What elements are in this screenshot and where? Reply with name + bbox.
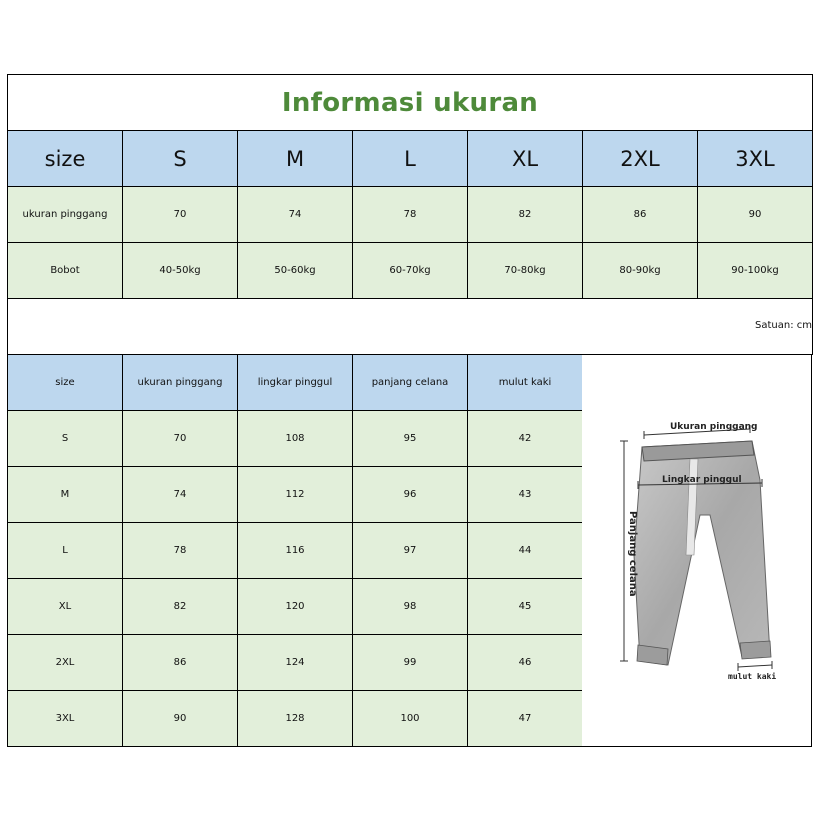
table-cell: 42	[468, 411, 583, 467]
table-cell: 50-60kg	[238, 243, 353, 299]
table-cell: S	[8, 411, 123, 467]
table-cell: 40-50kg	[123, 243, 238, 299]
unit-note: Satuan: cm	[755, 320, 812, 331]
jeans-measurement-diagram	[582, 355, 811, 746]
header-cell: mulut kaki	[468, 355, 583, 411]
measurement-table	[7, 354, 583, 747]
hip-label: Lingkar pinggul	[662, 475, 742, 485]
waist-label: Ukuran pinggang	[670, 422, 758, 432]
table-cell: 82	[468, 187, 583, 243]
table-cell: M	[8, 467, 123, 523]
table-cell: 45	[468, 579, 583, 635]
table-cell: 74	[238, 187, 353, 243]
table-row	[8, 523, 583, 579]
table-header-row	[8, 131, 813, 187]
table-cell: 74	[123, 467, 238, 523]
size-chart-sheet	[7, 74, 813, 747]
header-cell: lingkar pinggul	[238, 355, 353, 411]
table-cell: 86	[583, 187, 698, 243]
header-cell: S	[123, 131, 238, 187]
table-cell: 80-90kg	[583, 243, 698, 299]
left-cuff	[637, 645, 668, 665]
table-cell: 100	[353, 691, 468, 747]
table-row	[8, 467, 583, 523]
table-cell: 70-80kg	[468, 243, 583, 299]
page-title: Informasi ukuran	[281, 87, 539, 118]
header-cell: panjang celana	[353, 355, 468, 411]
table-cell: 86	[123, 635, 238, 691]
table-cell: 124	[238, 635, 353, 691]
table-cell: XL	[8, 579, 123, 635]
header-cell: L	[353, 131, 468, 187]
table-cell: L	[8, 523, 123, 579]
table-cell: 3XL	[8, 691, 123, 747]
table-cell: 90	[123, 691, 238, 747]
table-cell: 46	[468, 635, 583, 691]
table-cell: 90	[698, 187, 813, 243]
table-row	[8, 691, 583, 747]
table-cell: 128	[238, 691, 353, 747]
table-row	[8, 579, 583, 635]
header-cell: M	[238, 131, 353, 187]
jeans-diagram-cell	[582, 354, 812, 747]
table-cell: 70	[123, 187, 238, 243]
table-header-row	[8, 355, 583, 411]
table-cell: Bobot	[8, 243, 123, 299]
length-label: Panjang celana	[627, 511, 638, 597]
table-cell: 99	[353, 635, 468, 691]
header-cell: XL	[468, 131, 583, 187]
table-cell: 95	[353, 411, 468, 467]
header-cell: size	[8, 355, 123, 411]
hem-label: mulut kaki	[728, 672, 777, 681]
table-cell: 44	[468, 523, 583, 579]
header-cell: size	[8, 131, 123, 187]
table-row	[8, 411, 583, 467]
header-cell: ukuran pinggang	[123, 355, 238, 411]
table-cell: 43	[468, 467, 583, 523]
table-row	[8, 187, 813, 243]
table-cell: 78	[353, 187, 468, 243]
table-cell: 2XL	[8, 635, 123, 691]
table-cell: 112	[238, 467, 353, 523]
table-cell: 70	[123, 411, 238, 467]
table-cell: 96	[353, 467, 468, 523]
table-cell: 98	[353, 579, 468, 635]
table-cell: 60-70kg	[353, 243, 468, 299]
size-weight-table	[7, 130, 813, 299]
table-cell: 82	[123, 579, 238, 635]
table-cell: 108	[238, 411, 353, 467]
table-cell: 97	[353, 523, 468, 579]
unit-row	[7, 298, 813, 355]
right-cuff	[740, 641, 771, 659]
table-cell: 47	[468, 691, 583, 747]
table-cell: 116	[238, 523, 353, 579]
table-cell: 78	[123, 523, 238, 579]
header-cell: 3XL	[698, 131, 813, 187]
header-cell: 2XL	[583, 131, 698, 187]
table-cell: ukuran pinggang	[8, 187, 123, 243]
table-row	[8, 635, 583, 691]
table-cell: 90-100kg	[698, 243, 813, 299]
table-cell: 120	[238, 579, 353, 635]
title-row	[7, 74, 813, 131]
table-row	[8, 243, 813, 299]
